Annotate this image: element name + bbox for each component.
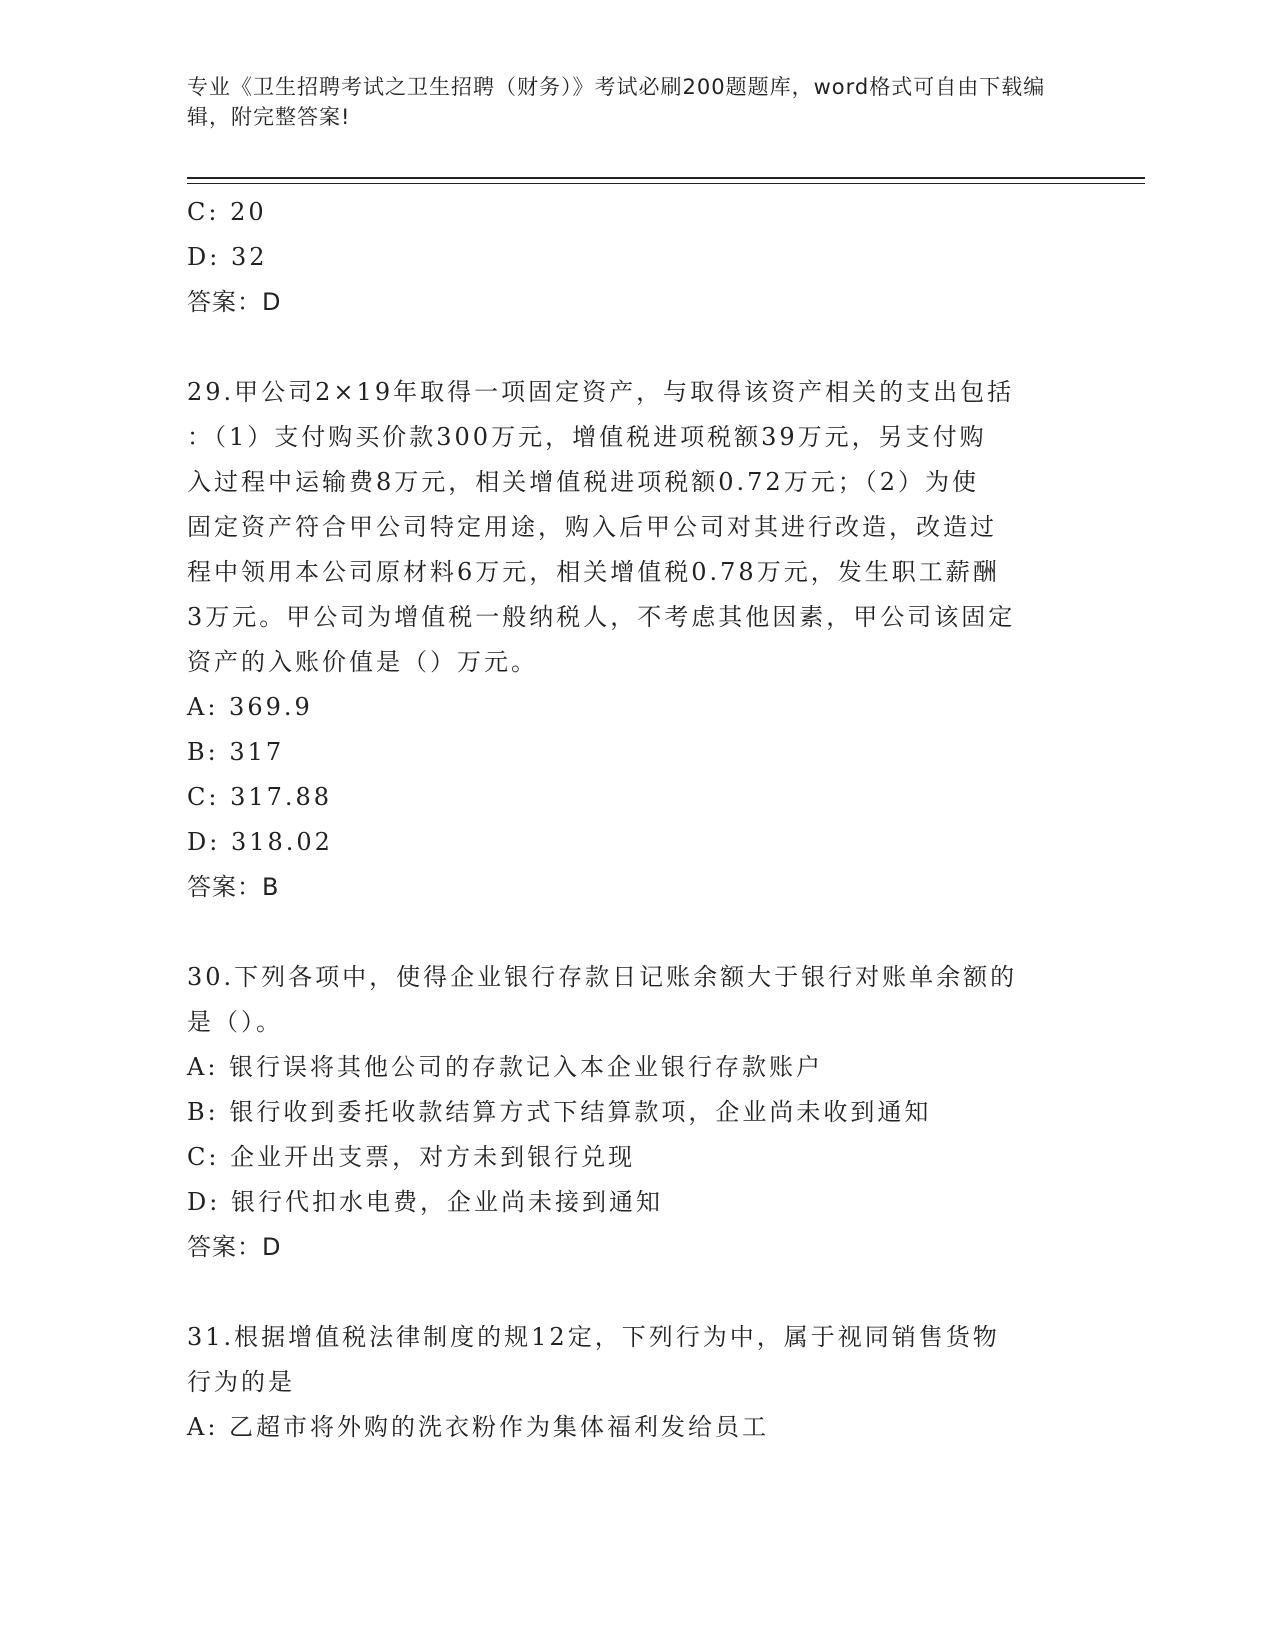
- q29-option-b: B: 317: [187, 738, 285, 766]
- q29-stem-line: 29.甲公司2×19年取得一项固定资产，与取得该资产相关的支出包括: [187, 378, 1015, 406]
- q29-stem-line: 3万元。甲公司为增值税一般纳税人，不考虑其他因素，甲公司该固定: [187, 603, 1016, 631]
- spacer: [187, 325, 1087, 370]
- q29-option-d: D: 318.02: [187, 828, 333, 856]
- q30-option-c: C: 企业开出支票，对方未到银行兑现: [187, 1143, 636, 1171]
- q31-option-a: A: 乙超市将外购的洗衣粉作为集体福利发给员工: [187, 1413, 770, 1441]
- q29-stem-line: 固定资产符合甲公司特定用途，购入后甲公司对其进行改造，改造过: [187, 513, 997, 541]
- question-28: [187, 190, 1087, 325]
- header-divider-thick: [187, 177, 1145, 179]
- q28-option-c: C: 20: [187, 198, 267, 226]
- q30-answer: 答案：D: [187, 1233, 282, 1261]
- q30-option-a: A: 银行误将其他公司的存款记入本企业银行存款账户: [187, 1053, 824, 1081]
- q30-stem-line: 30.下列各项中，使得企业银行存款日记账余额大于银行对账单余额的: [187, 963, 1018, 991]
- q29-option-c: C: 317.88: [187, 783, 333, 811]
- q30-stem-line: 是（）。: [187, 1008, 283, 1036]
- document-header: [187, 72, 1067, 132]
- q29-stem-line: 程中领用本公司原材料6万元，相关增值税0.78万元，发生职工薪酬: [187, 558, 1000, 586]
- header-divider-thin: [187, 183, 1145, 184]
- q29-stem-line: ：（1）支付购买价款300万元，增值税进项税额39万元，另支付购: [187, 423, 987, 451]
- q28-option-d: D: 32: [187, 243, 268, 271]
- q29-answer: 答案：B: [187, 873, 280, 901]
- q29-stem-line: 资产的入账价值是（）万元。: [187, 648, 538, 676]
- q29-stem-line: 入过程中运输费8万元，相关增值税进项税额0.72万元；（2）为使: [187, 468, 979, 496]
- question-29: [187, 370, 1087, 910]
- q31-stem-line: 31.根据增值税法律制度的规12定，下列行为中，属于视同销售货物: [187, 1323, 1000, 1351]
- spacer: [187, 910, 1087, 955]
- q30-option-b: B: 银行收到委托收款结算方式下结算款项，企业尚未收到通知: [187, 1098, 932, 1126]
- question-31: [187, 1315, 1087, 1450]
- header-text: 专业《卫生招聘考试之卫生招聘（财务）》考试必刷200题题库，word格式可自由下载编辑，附完整答案!: [187, 75, 1046, 129]
- q28-answer: 答案：D: [187, 288, 282, 316]
- document-body: [187, 190, 1087, 1450]
- q29-option-a: A: 369.9: [187, 693, 313, 721]
- question-30: [187, 955, 1087, 1270]
- q31-stem-line: 行为的是: [187, 1368, 295, 1396]
- spacer: [187, 1270, 1087, 1315]
- q30-option-d: D: 银行代扣水电费，企业尚未接到通知: [187, 1188, 663, 1216]
